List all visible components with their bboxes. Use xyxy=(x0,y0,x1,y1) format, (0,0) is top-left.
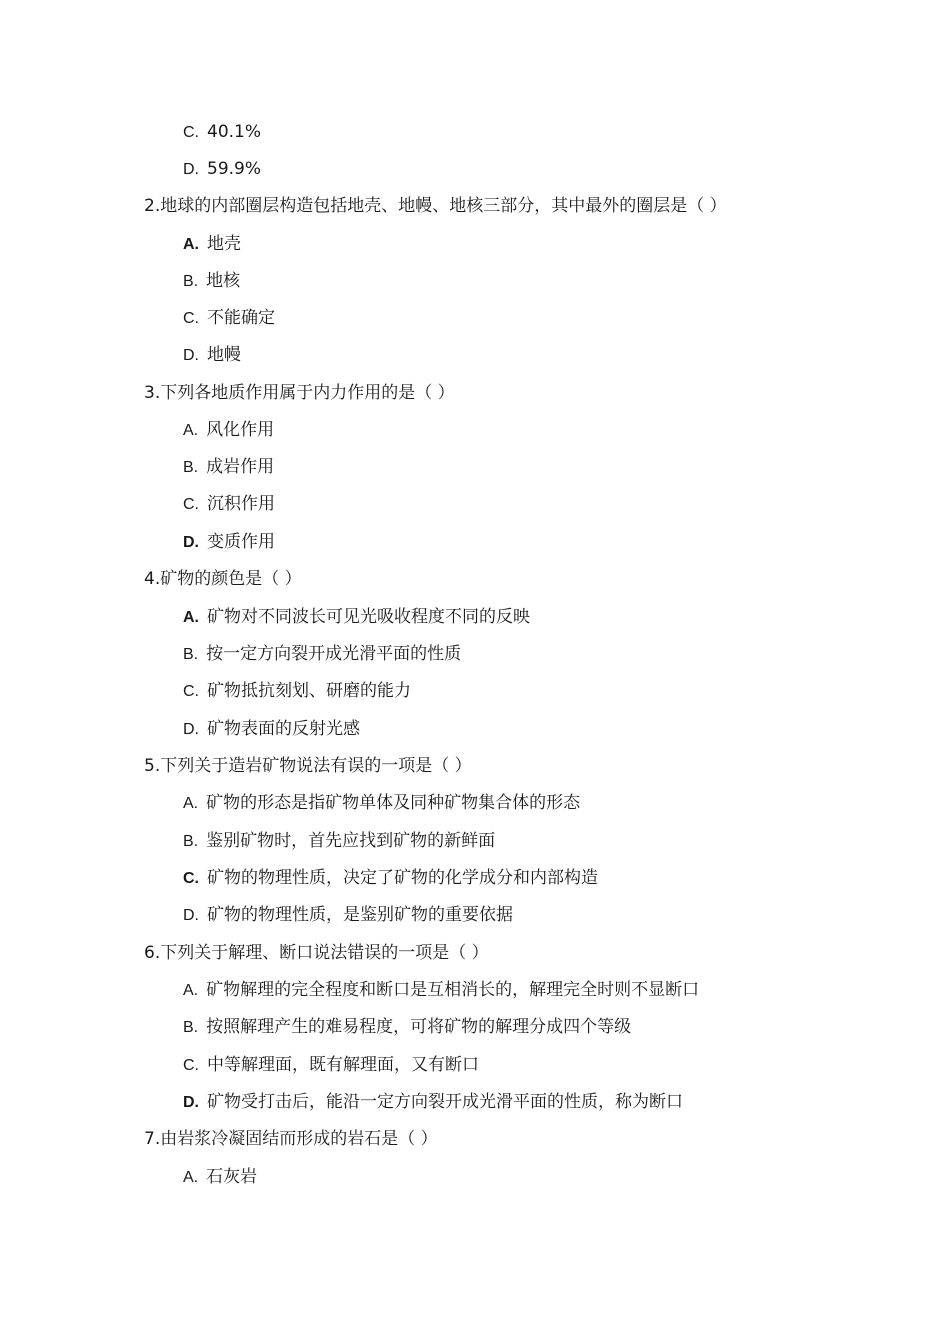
answer-option xyxy=(183,120,261,145)
option-letter: A. xyxy=(183,982,199,999)
question-text: 7.由岩浆冷凝固结而形成的岩石是（ ） xyxy=(144,1129,438,1149)
option-text: 按一定方向裂开成光滑平面的性质 xyxy=(206,644,462,664)
answer-option xyxy=(183,978,699,1003)
answer-option xyxy=(183,866,598,891)
option-text: 矿物解理的完全程度和断口是互相消长的，解理完全时则不显断口 xyxy=(206,980,700,1000)
option-text: 矿物对不同波长可见光吸收程度不同的反映 xyxy=(207,607,530,627)
answer-option xyxy=(183,418,274,443)
option-text: 40.1% xyxy=(207,122,262,142)
option-letter: C. xyxy=(183,1057,199,1074)
answer-option xyxy=(183,717,360,742)
answer-option xyxy=(183,791,580,816)
answer-option xyxy=(183,306,275,331)
answer-option xyxy=(183,1090,683,1115)
answer-option xyxy=(183,679,411,704)
answer-option xyxy=(183,903,513,928)
option-letter: D. xyxy=(183,907,199,924)
option-text: 中等解理面，既有解理面，又有断口 xyxy=(207,1055,479,1075)
question-text: 6.下列关于解理、断口说法错误的一项是（ ） xyxy=(144,943,489,963)
answer-option xyxy=(183,530,275,555)
option-text: 按照解理产生的难易程度，可将矿物的解理分成四个等级 xyxy=(206,1017,632,1037)
option-letter: A. xyxy=(183,236,199,253)
answer-option xyxy=(183,1053,479,1078)
option-text: 矿物抵抗刻划、研磨的能力 xyxy=(207,681,411,701)
answer-option xyxy=(183,1165,257,1190)
option-text: 鉴别矿物时，首先应找到矿物的新鲜面 xyxy=(206,831,496,851)
option-letter: C. xyxy=(183,683,199,700)
option-text: 矿物的物理性质，是鉴别矿物的重要依据 xyxy=(207,905,513,925)
option-letter: A. xyxy=(183,422,199,439)
option-letter: B. xyxy=(183,646,199,663)
answer-option xyxy=(183,605,530,630)
option-text: 59.9% xyxy=(207,159,262,179)
option-letter: A. xyxy=(183,1169,199,1186)
option-text: 矿物表面的反射光感 xyxy=(207,719,360,739)
option-letter: D. xyxy=(183,1094,199,1111)
option-letter: C. xyxy=(183,496,199,513)
option-text: 沉积作用 xyxy=(207,494,275,514)
option-letter: D. xyxy=(183,534,199,551)
question-text: 4.矿物的颜色是（ ） xyxy=(144,569,302,589)
option-letter: D. xyxy=(183,347,199,364)
option-letter: C. xyxy=(183,124,199,141)
option-letter: B. xyxy=(183,459,199,476)
option-letter: B. xyxy=(183,1019,199,1036)
option-text: 矿物的形态是指矿物单体及同种矿物集合体的形态 xyxy=(206,793,581,813)
question-text: 2.地球的内部圈层构造包括地壳、地幔、地核三部分，其中最外的圈层是（ ） xyxy=(144,196,727,216)
answer-option xyxy=(183,455,274,480)
option-text: 变质作用 xyxy=(207,532,275,552)
answer-option xyxy=(183,157,261,182)
option-letter: D. xyxy=(183,721,199,738)
answer-option xyxy=(183,232,241,257)
option-text: 成岩作用 xyxy=(206,457,275,477)
option-letter: B. xyxy=(183,273,199,290)
option-letter: B. xyxy=(183,833,199,850)
option-text: 不能确定 xyxy=(207,308,275,328)
option-letter: A. xyxy=(183,795,199,812)
option-text: 风化作用 xyxy=(206,420,275,440)
answer-option xyxy=(183,269,240,294)
option-text: 矿物的物理性质，决定了矿物的化学成分和内部构造 xyxy=(207,868,598,888)
option-letter: D. xyxy=(183,161,199,178)
option-text: 地核 xyxy=(206,271,241,291)
answer-option xyxy=(183,1015,631,1040)
question-text: 5.下列关于造岩矿物说法有误的一项是（ ） xyxy=(144,756,472,776)
option-text: 矿物受打击后，能沿一定方向裂开成光滑平面的性质，称为断口 xyxy=(207,1092,683,1112)
option-text: 石灰岩 xyxy=(206,1167,258,1187)
option-text: 地幔 xyxy=(207,345,241,365)
option-letter: A. xyxy=(183,609,199,626)
option-letter: C. xyxy=(183,870,199,887)
answer-option xyxy=(183,343,241,368)
option-text: 地壳 xyxy=(207,234,241,254)
option-letter: C. xyxy=(183,310,199,327)
answer-option xyxy=(183,829,495,854)
answer-option xyxy=(183,492,275,517)
answer-option xyxy=(183,642,461,667)
question-text: 3.下列各地质作用属于内力作用的是（ ） xyxy=(144,383,455,403)
